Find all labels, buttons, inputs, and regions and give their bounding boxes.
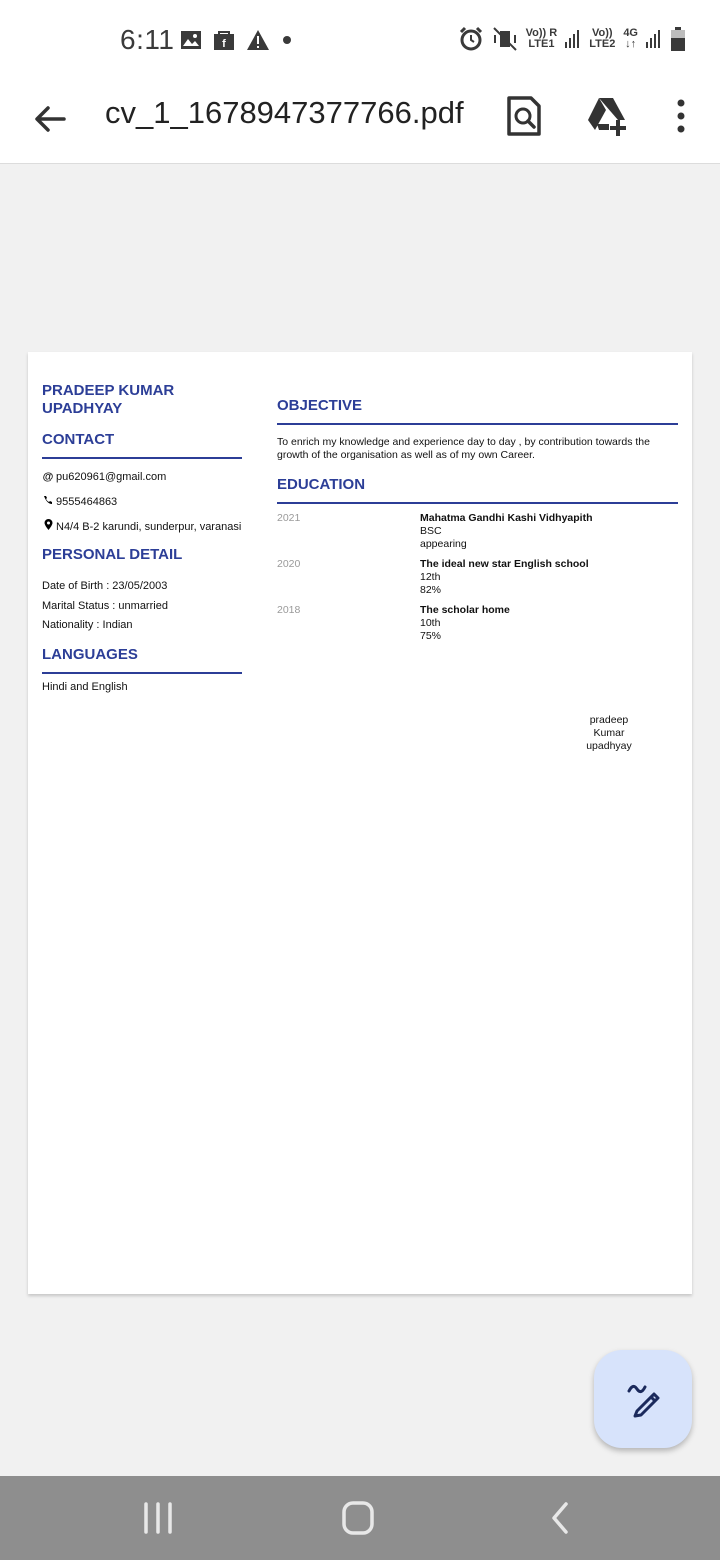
education-result: appearing (420, 538, 467, 550)
alarm-icon (458, 26, 484, 52)
education-degree: BSC (420, 525, 442, 537)
education-entry (420, 604, 510, 643)
bag-icon (212, 28, 236, 52)
education-degree: 10th (420, 617, 441, 629)
address-row (42, 519, 241, 533)
phone-row (42, 495, 117, 508)
image-icon (180, 29, 202, 51)
dob-text: Date of Birth : 23/05/2003 (42, 580, 168, 592)
signature-line: upadhyay (586, 740, 632, 752)
annotate-fab-button[interactable] (594, 1350, 692, 1448)
warning-icon (246, 29, 270, 51)
document-title: cv_1_1678947377766.pdf (105, 95, 464, 130)
status-bar (0, 0, 720, 82)
contact-divider (42, 457, 242, 459)
recent-apps-icon[interactable] (136, 1498, 180, 1538)
objective-divider (277, 423, 678, 425)
education-result: 75% (420, 630, 442, 642)
phone-text: 9555464863 (56, 496, 118, 508)
marital-status-text: Marital Status : unmarried (42, 600, 168, 612)
signature-line: Kumar (593, 727, 625, 739)
network-lte1: Vo)) R LTE1 (525, 27, 558, 50)
svg-text:f: f (222, 38, 226, 50)
education-year: 2018 (277, 604, 301, 616)
email-text: pu620961@gmail.com (56, 471, 167, 483)
system-nav-bar (0, 1476, 720, 1560)
add-to-drive-icon[interactable] (585, 94, 629, 138)
resume-name: PRADEEP KUMAR UPADHYAY (42, 382, 175, 417)
network-4g: 4G ↓↑ (623, 27, 638, 50)
at-icon: @ (42, 471, 54, 483)
education-institution: The scholar home (420, 604, 510, 616)
nationality-text: Nationality : Indian (42, 619, 133, 631)
pdf-page (28, 352, 692, 1294)
address-text: N4/4 B-2 karundi, sunderpur, varanasi (56, 521, 242, 533)
education-year: 2021 (277, 512, 301, 524)
search-in-document-icon[interactable] (505, 94, 543, 138)
email-row (42, 471, 166, 483)
signature-line: pradeep (589, 714, 629, 726)
back-arrow-icon[interactable] (30, 99, 70, 139)
dot-icon (280, 33, 294, 47)
education-entry (420, 512, 593, 551)
languages-heading: LANGUAGES (42, 646, 138, 663)
phone-icon (42, 495, 54, 508)
education-institution: Mahatma Gandhi Kashi Vidhyapith (420, 512, 593, 524)
education-divider (277, 502, 678, 504)
objective-text: To enrich my knowledge and experience day to day , by contribution towards the growth of the organisation as well as of my own Career. (277, 436, 650, 461)
signal-icon (565, 28, 581, 50)
edit-pen-icon (623, 1379, 663, 1419)
personal-detail-heading: PERSONAL DETAIL (42, 546, 183, 563)
location-pin-icon (42, 519, 54, 533)
vibrate-mute-icon (492, 26, 518, 52)
education-degree: 12th (420, 571, 441, 583)
education-heading: EDUCATION (277, 476, 366, 493)
contact-heading: CONTACT (42, 431, 115, 448)
objective-heading: OBJECTIVE (277, 397, 363, 414)
status-time: 6:11 (120, 24, 175, 55)
signal-icon (646, 28, 662, 50)
languages-text: Hindi and English (42, 681, 128, 693)
back-nav-icon[interactable] (538, 1498, 582, 1538)
app-toolbar (0, 82, 720, 164)
signature-block (578, 714, 640, 753)
education-institution: The ideal new star English school (420, 558, 589, 570)
languages-divider (42, 672, 242, 674)
status-left-icons (180, 28, 294, 52)
home-icon[interactable] (336, 1498, 380, 1538)
status-right-icons (458, 26, 686, 52)
education-entry (420, 558, 589, 597)
education-year: 2020 (277, 558, 301, 570)
more-options-icon[interactable] (668, 94, 694, 138)
network-lte2: Vo)) LTE2 (589, 27, 616, 50)
battery-icon (670, 26, 686, 52)
education-result: 82% (420, 584, 442, 596)
